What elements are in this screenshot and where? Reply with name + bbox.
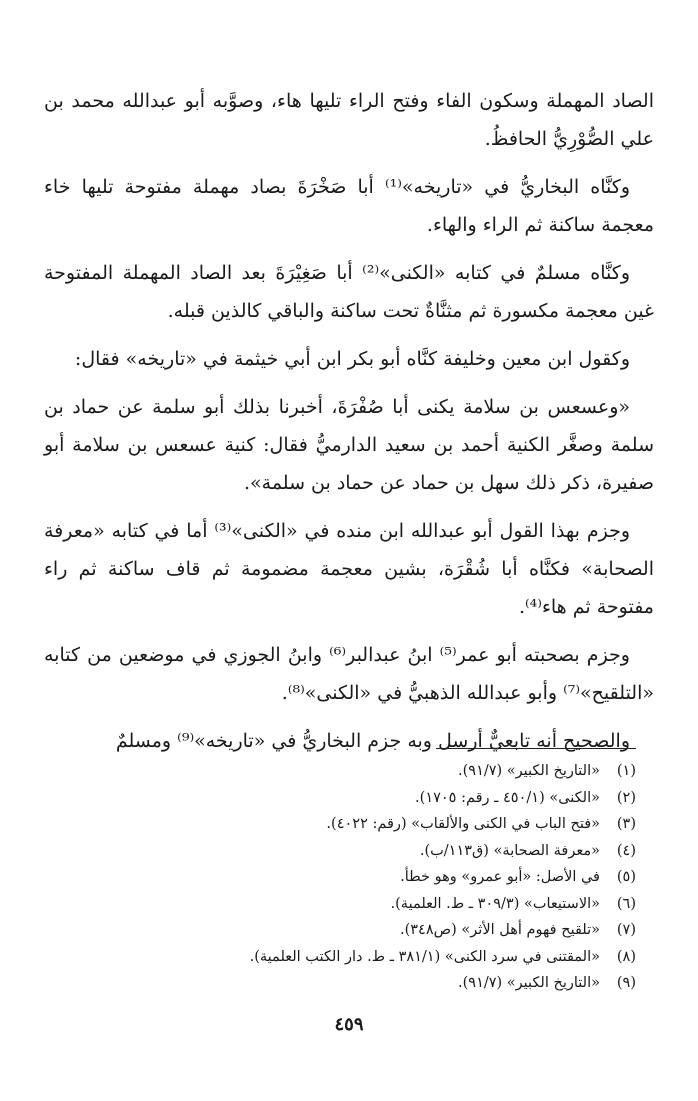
page-number: ٤٥٩	[334, 1014, 364, 1035]
footnote-text: «معرفة الصحابة» (ق١١٣/ب).	[419, 842, 600, 859]
paragraph-5-quote: «وعسعس بن سلامة يكنى أبا صُفْرَةَ، أخبرنا بذلك أبو سلمة عن حماد بن سلمة وصغَّر الكنية أحمد بن سعيد الدارميُّ فقال: كنية عسعس بن سلامة أبو صفيرة، ذكر ذلك سهل بن حماد عن حماد بن سلمة».	[44, 396, 654, 494]
paragraph-1: الصاد المهملة وسكون الفاء وفتح الراء تليها هاء، وصوَّبه أبو عبدالله محمد بن علي الصُّوْرِيُّ الحافظُ.	[44, 90, 654, 150]
footnote-text: «المقتنى في سرد الكنى» (٣٨١/١ ـ ط. دار الكتب العلمية).	[249, 948, 600, 965]
footnote-text: «الاستيعاب» (٣٠٩/٣ ـ ط. العلمية).	[390, 895, 600, 912]
paragraph-6: وجزم بهذا القول أبو عبدالله ابن منده في «الكنى»⁽³⁾ أما في كتابه «معرفة الصحابة» فكنَّاه أبا شُقْرَة، بشين معجمة مضمومة ثم قاف ساكنة ثم راء مفتوحة ثم هاء⁽⁴⁾.	[44, 520, 654, 618]
footnote-text: «الكنى» (٤٥٠/١ ـ رقم: ١٧٠٥).	[415, 789, 600, 806]
footnote-separator	[436, 748, 636, 749]
footnote-number: (٨)	[616, 948, 636, 965]
main-text	[44, 82, 654, 770]
footnotes	[44, 758, 636, 997]
footnote-text: «فتح الباب في الكنى والألقاب» (رقم: ٤٠٢٢).	[326, 816, 600, 832]
footnote-7	[44, 917, 636, 944]
footnote-2	[44, 785, 636, 812]
footnote-text: في الأصل: «أبو عمرو» وهو خطأ.	[400, 869, 600, 885]
footnote-9	[44, 970, 636, 997]
footnote-5	[44, 864, 636, 891]
footnote-4	[44, 838, 636, 865]
footnote-number: (٥)	[616, 869, 636, 885]
footnote-1	[44, 758, 636, 785]
footnote-text: «تلقيح فهوم أهل الأثر» (ص٣٤٨).	[399, 922, 600, 938]
paragraph-7: وجزم بصحبته أبو عمر⁽⁵⁾ ابنُ عبدالبر⁽⁶⁾ وابنُ الجوزي في موضعين من كتابه «التلقيح»⁽⁷⁾ وأبو عبدالله الذهبيُّ في «الكنى»⁽⁸⁾.	[44, 644, 654, 704]
paragraph-8: والصحيح أنه تابعيٌّ أرسل وبه جزم البخاريُّ في «تاريخه»⁽⁹⁾ ومسلمٌ	[115, 730, 630, 752]
paragraph-2: وكنَّاه البخاريُّ في «تاريخه»⁽¹⁾ أبا صَخْرَةَ بصاد مهملة مفتوحة تليها خاء معجمة ساكنة ثم الراء والهاء.	[44, 176, 654, 236]
footnote-number: (٤)	[616, 842, 636, 859]
footnote-number: (٦)	[616, 895, 636, 912]
paragraph-4: وكقول ابن معين وخليفة كنَّاه أبو بكر ابن أبي خيثمة في «تاريخه» فقال:	[74, 348, 630, 370]
footnote-6	[44, 891, 636, 918]
footnote-3	[44, 811, 636, 838]
footnote-number: (٩)	[616, 975, 636, 991]
footnote-number: (٢)	[616, 789, 636, 806]
footnote-text: «التاريخ الكبير» (٩١/٧).	[458, 763, 600, 779]
footnote-text: «التاريخ الكبير» (٩١/٧).	[458, 975, 600, 991]
paragraph-3: وكنَّاه مسلمٌ في كتابه «الكنى»⁽²⁾ أبا صَغِيْرَةَ بعد الصاد المهملة المفتوحة غين معجمة مكسورة ثم مثنَّاةٌ تحت ساكنة والباقي كالذين قبله.	[44, 262, 654, 322]
footnote-8	[44, 944, 636, 971]
footnote-number: (٧)	[616, 922, 636, 938]
footnote-number: (١)	[616, 763, 636, 779]
footnote-number: (٣)	[616, 816, 636, 832]
